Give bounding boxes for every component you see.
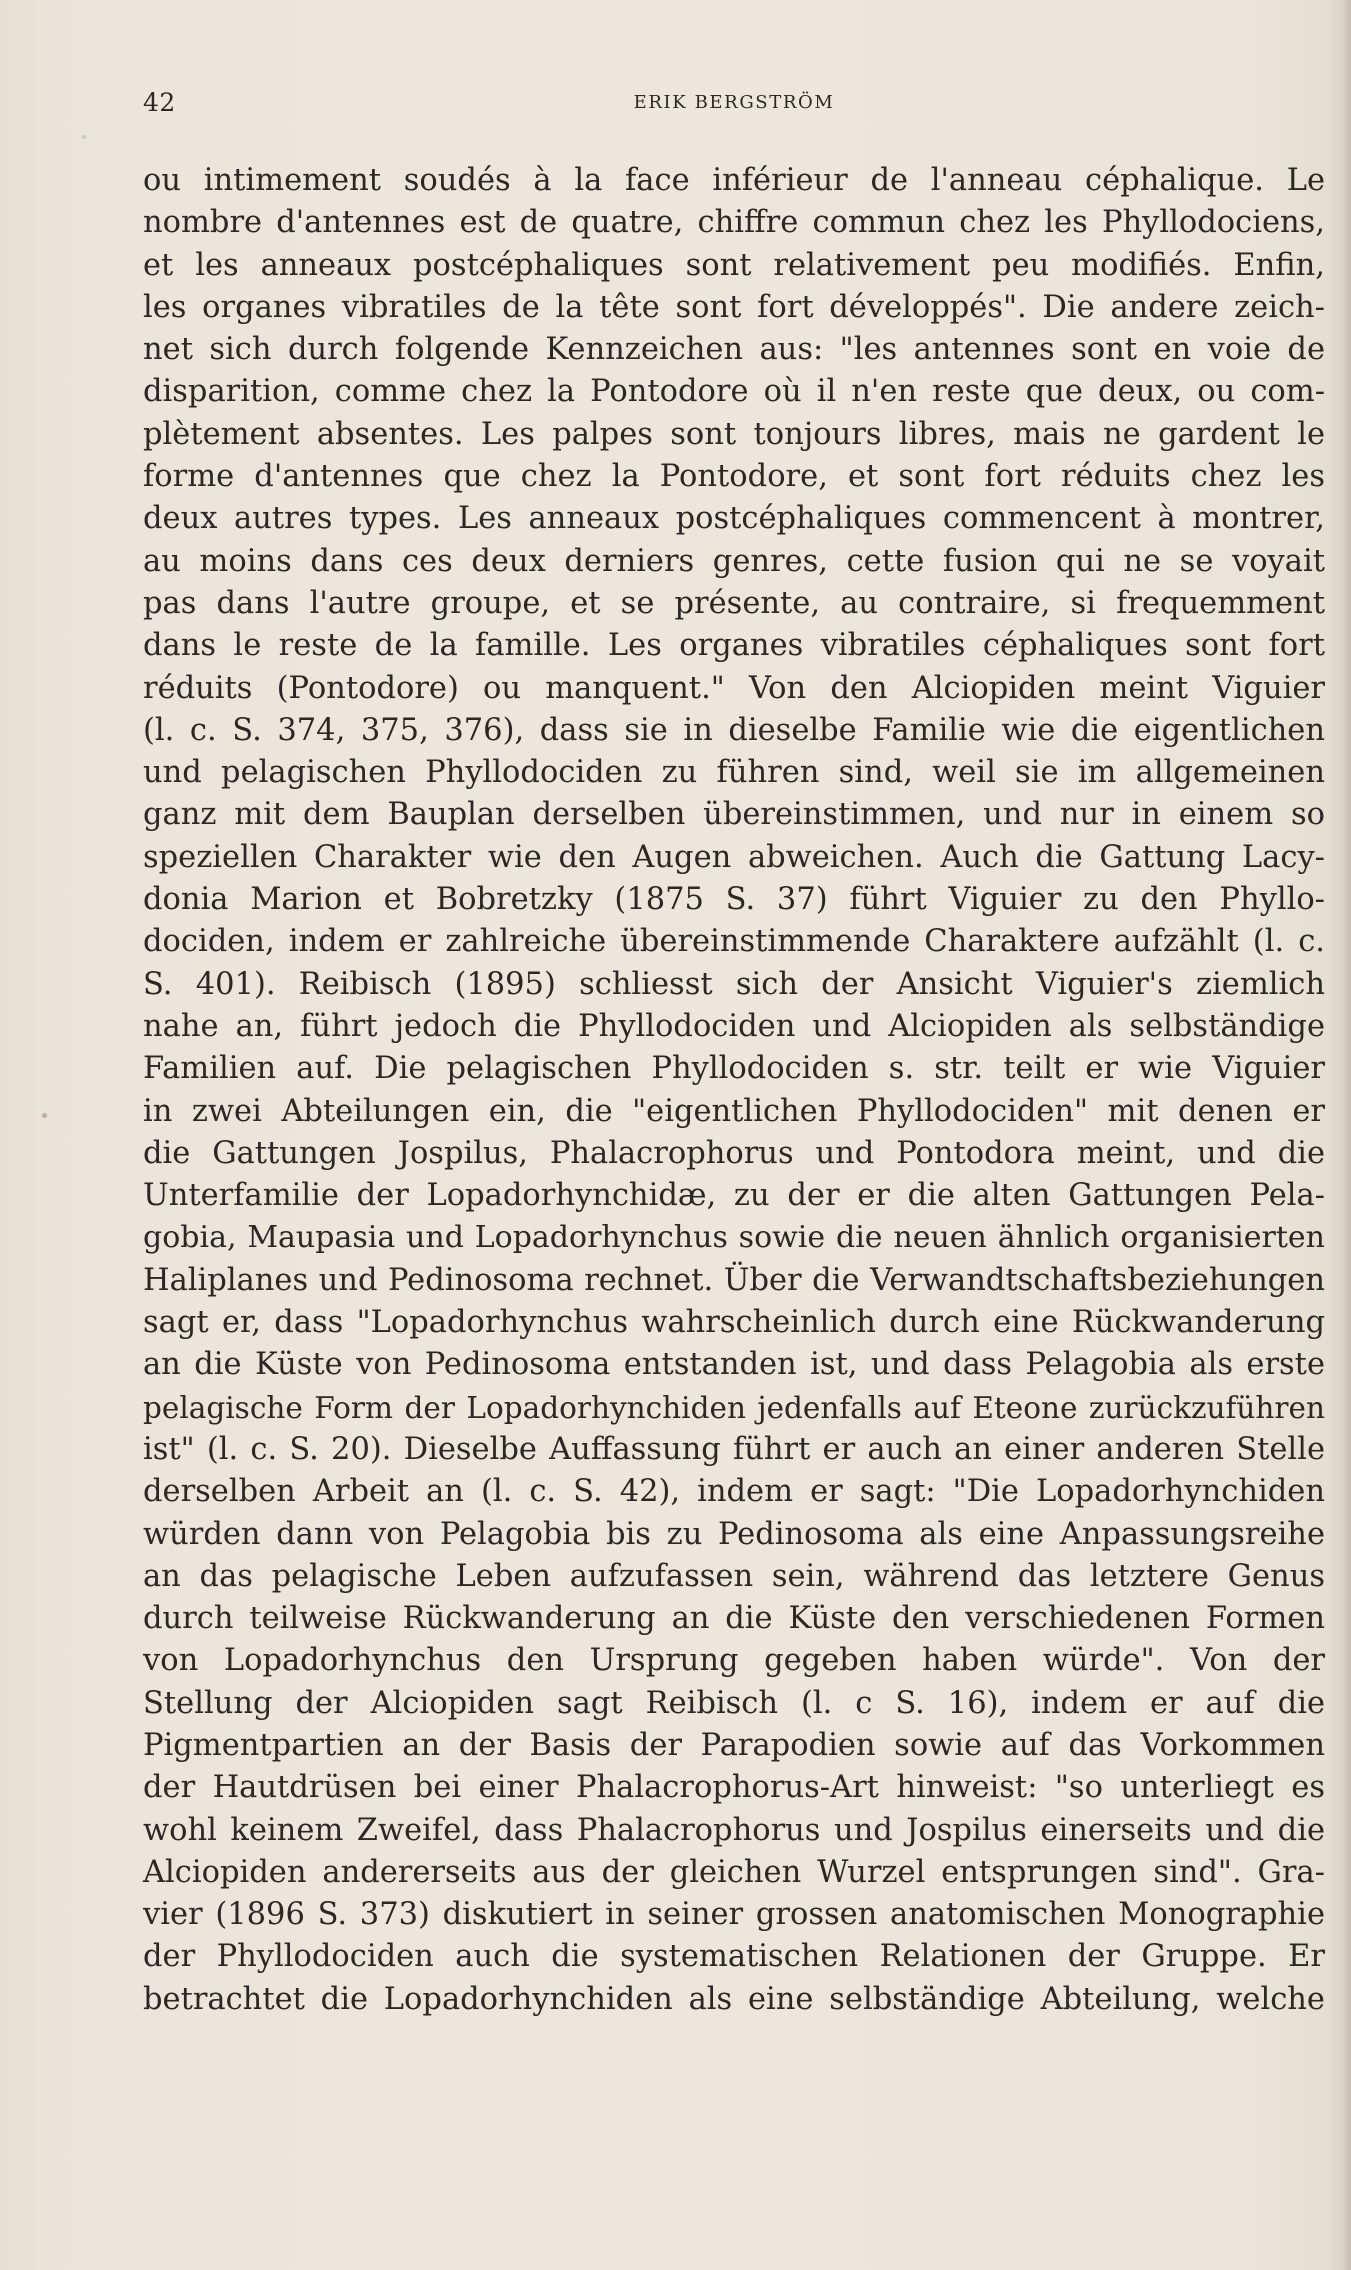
- text-line: au moins dans ces deux derniers genres, cette fusion qui ne se voyait: [143, 543, 1325, 579]
- text-line: wohl keinem Zweifel, dass Phalacrophorus und Jospilus einerseits und die: [143, 1812, 1325, 1848]
- text-line: die Gattungen Jospilus, Phalacrophorus und Pontodora meint, und die: [143, 1135, 1325, 1171]
- text-line: plètement absentes. Les palpes sont tonjours libres, mais ne gardent le: [143, 416, 1325, 452]
- text-line: (l. c. S. 374, 375, 376), dass sie in dieselbe Familie wie die eigentlichen: [143, 712, 1325, 748]
- text-line: donia Marion et Bobretzky (1875 S. 37) führt Viguier zu den Phyllo-: [143, 882, 1325, 918]
- text-line: dociden, indem er zahlreiche übereinstimmende Charaktere aufzählt (l. c.: [143, 924, 1325, 960]
- text-line: deux autres types. Les anneaux postcéphaliques commencent à montrer,: [143, 501, 1325, 537]
- text-line: dans le reste de la famille. Les organes vibratiles céphaliques sont fort: [143, 628, 1325, 664]
- text-line: pas dans l'autre groupe, et se présente, au contraire, si frequemment: [143, 585, 1325, 621]
- text-line: Familien auf. Die pelagischen Phyllodociden s. str. teilt er wie Viguier: [143, 1051, 1325, 1087]
- text-line: et les anneaux postcéphaliques sont relativement peu modifiés. Enfin,: [143, 247, 1325, 283]
- text-line: ganz mit dem Bauplan derselben übereinstimmen, und nur in einem so: [143, 797, 1325, 833]
- text-line: speziellen Charakter wie den Augen abweichen. Auch die Gattung Lacy-: [143, 839, 1325, 875]
- page-number: 42: [143, 88, 176, 117]
- text-line: ou intimement soudés à la face inférieur de l'anneau céphalique. Le: [143, 163, 1325, 198]
- text-line: nombre d'antennes est de quatre, chiffre commun chez les Phyllodociens,: [143, 205, 1325, 241]
- text-line: derselben Arbeit an (l. c. S. 42), indem er sagt: "Die Lopadorhynchiden: [143, 1474, 1325, 1510]
- text-line: der Hautdrüsen bei einer Phalacrophorus-Art hinweist: "so unterliegt es: [143, 1770, 1325, 1806]
- text-line: Alciopiden andererseits aus der gleichen Wurzel entsprungen sind". Gra-: [143, 1854, 1325, 1890]
- text-line: S. 401). Reibisch (1895) schliesst sich der Ansicht Viguier's ziemlich: [143, 966, 1325, 1002]
- speck: [82, 135, 86, 139]
- page-header: [143, 88, 1325, 124]
- text-line: Unterfamilie der Lopadorhynchidæ, zu der er die alten Gattungen Pela-: [143, 1178, 1325, 1214]
- speck: [42, 1113, 47, 1118]
- body-text: [143, 160, 1325, 2021]
- text-line: réduits (Pontodore) ou manquent." Von den Alciopiden meint Viguier: [143, 670, 1325, 706]
- text-line: und pelagischen Phyllodociden zu führen sind, weil sie im allgemeinen: [143, 755, 1325, 791]
- text-line: ist" (l. c. S. 20). Dieselbe Auffassung führt er auch an einer anderen Stelle: [143, 1431, 1325, 1467]
- running-head: ERIK BERGSTRÖM: [633, 92, 835, 113]
- text-line: Pigmentpartien an der Basis der Parapodien sowie auf das Vorkommen: [143, 1727, 1325, 1763]
- text-line: von Lopadorhynchus den Ursprung gegeben haben würde". Von der: [143, 1643, 1325, 1679]
- text-line: pelagische Form der Lopadorhynchiden jedenfalls auf Eteone zurückzuführen: [143, 1390, 1325, 1425]
- text-line: gobia, Maupasia und Lopadorhynchus sowie die neuen ähnlich organisierten: [143, 1220, 1325, 1256]
- text-line: an das pelagische Leben aufzufassen sein, während das letztere Genus: [143, 1558, 1325, 1594]
- text-line: forme d'antennes que chez la Pontodore, et sont fort réduits chez les: [143, 459, 1325, 495]
- text-line: vier (1896 S. 373) diskutiert in seiner grossen anatomischen Monographie: [143, 1897, 1325, 1933]
- text-line: disparition, comme chez la Pontodore où il n'en reste que deux, ou com-: [143, 374, 1325, 410]
- text-line: betrachtet die Lopadorhynchiden als eine selbständige Abteilung, welche: [143, 1981, 1325, 2017]
- text-line: an die Küste von Pedinosoma entstanden ist, und dass Pelagobia als erste: [143, 1347, 1325, 1383]
- page-edge-shadow: [1329, 0, 1351, 2270]
- text-line: Haliplanes und Pedinosoma rechnet. Über die Verwandtschaftsbeziehungen: [143, 1262, 1325, 1298]
- text-line: durch teilweise Rückwanderung an die Küste den verschiedenen Formen: [143, 1601, 1325, 1637]
- text-line: les organes vibratiles de la tête sont fort développés". Die andere zeich-: [143, 289, 1325, 325]
- text-line: net sich durch folgende Kennzeichen aus: "les antennes sont en voie de: [143, 332, 1325, 368]
- text-line: Stellung der Alciopiden sagt Reibisch (l. c S. 16), indem er auf die: [143, 1685, 1325, 1721]
- text-line: der Phyllodociden auch die systematischen Relationen der Gruppe. Er: [143, 1939, 1325, 1975]
- text-line: in zwei Abteilungen ein, die "eigentlichen Phyllodociden" mit denen er: [143, 1093, 1325, 1129]
- text-line: sagt er, dass "Lopadorhynchus wahrscheinlich durch eine Rückwanderung: [143, 1305, 1325, 1341]
- text-line: würden dann von Pelagobia bis zu Pedinosoma als eine Anpassungsreihe: [143, 1516, 1325, 1552]
- text-line: nahe an, führt jedoch die Phyllodociden und Alciopiden als selbständige: [143, 1008, 1325, 1044]
